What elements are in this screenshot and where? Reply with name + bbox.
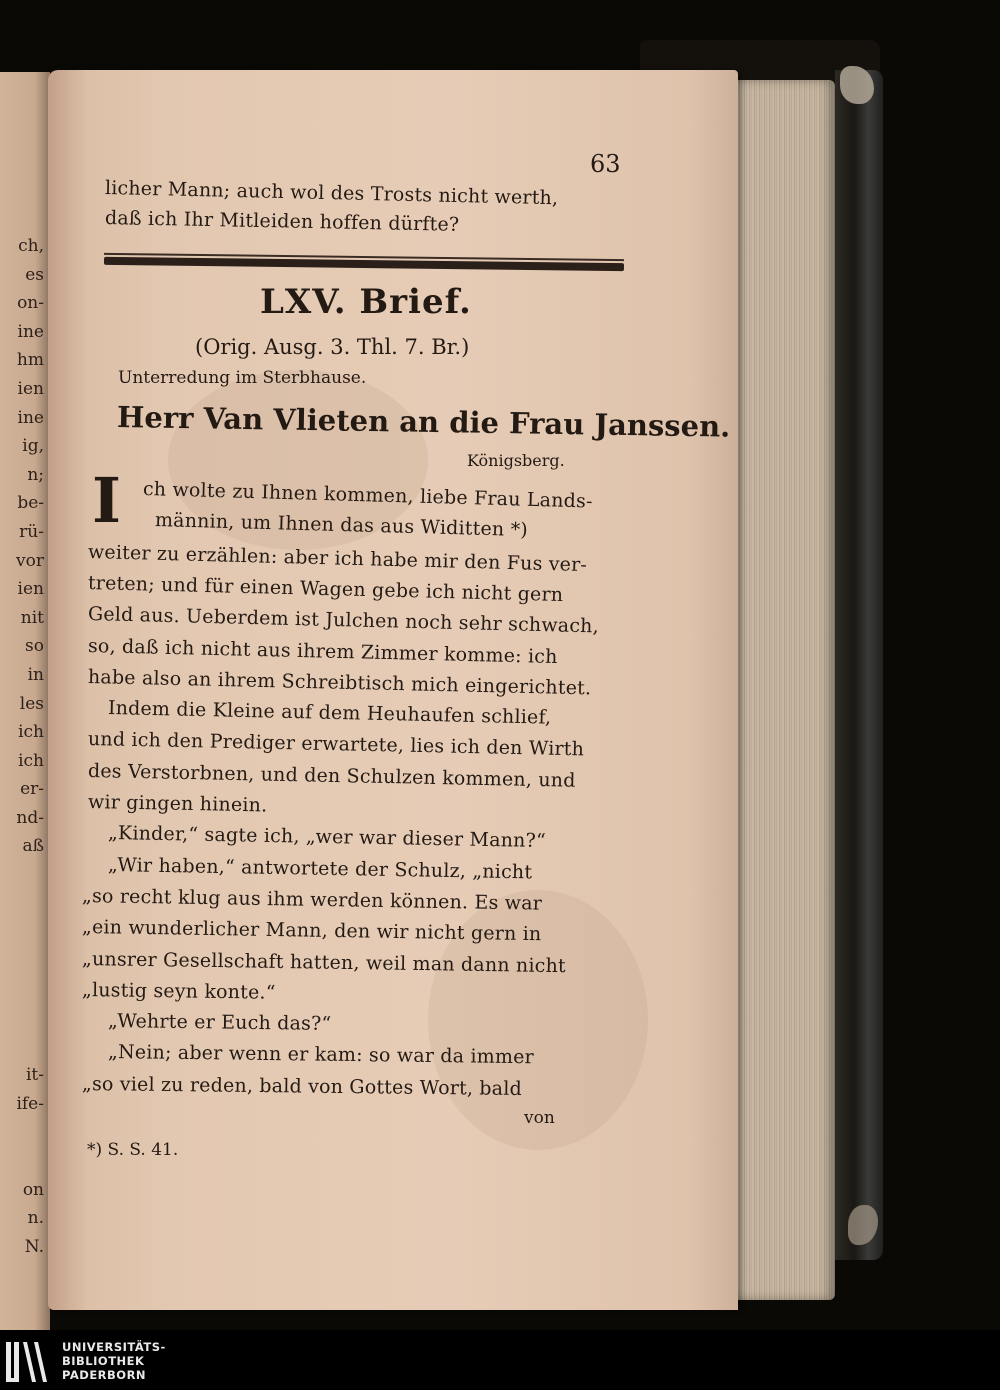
gutter-fragment <box>0 1147 44 1176</box>
logo-line-1: UNIVERSITÄTS- <box>62 1340 166 1354</box>
book-cover-edge <box>835 70 883 1260</box>
gutter-fragment: rü- <box>19 521 44 542</box>
text-line-top-2: daß ich Ihr Mitleiden hoffen dürfte? <box>104 207 460 236</box>
page-number: 63 <box>590 150 621 178</box>
text-line: „so viel zu reden, bald von Gottes Wort, bald <box>81 1072 523 1100</box>
letter-place: Königsberg. <box>467 451 565 470</box>
text-line: des Verstorbnen, und den Schulzen kommen, und <box>87 759 576 792</box>
text-line: so, daß ich nicht aus ihrem Zimmer komme: ich <box>87 634 558 668</box>
text-line: „Kinder,“ sagte ich, „wer war dieser Mann?“ <box>107 822 547 853</box>
gutter-fragment: aß <box>22 836 44 857</box>
letter-summary: Unterredung im Sterbhause. <box>118 368 367 388</box>
drop-cap: I <box>92 464 122 537</box>
text-line: männin, um Ihnen das aus Widitten *) <box>154 509 529 542</box>
gutter-fragment: nd- <box>16 807 44 828</box>
gutter-fragment: on <box>22 1179 44 1200</box>
logo-line-2: BIBLIOTHEK <box>62 1354 145 1368</box>
text-line: „Wir haben,“ antwortete der Schulz, „nicht <box>107 853 533 883</box>
gutter-fragment: ich <box>18 750 44 771</box>
text-line: „ein wunderlicher Mann, den wir nicht gern in <box>81 916 542 946</box>
gutter-fragment: ich <box>18 722 44 743</box>
gutter-fragment: es <box>25 264 44 285</box>
text-line: ch wolte zu Ihnen kommen, liebe Frau Lands- <box>142 478 593 513</box>
gutter-fragment: ine <box>17 321 44 342</box>
text-line: „Wehrte er Euch das?“ <box>107 1010 332 1036</box>
gutter-fragment: be- <box>17 493 44 514</box>
gutter-fragment: ife- <box>16 1093 44 1114</box>
text-line: „lustig seyn konte.“ <box>81 978 276 1004</box>
gutter-fragment: n. <box>27 1208 44 1229</box>
text-line: „so recht klug aus ihm werden können. Es war <box>81 884 543 915</box>
gutter-fragment: on- <box>17 293 44 314</box>
footnote: *) S. S. 41. <box>87 1140 179 1160</box>
text-line: Indem die Kleine auf dem Heuhaufen schlief, <box>107 697 552 729</box>
gutter-fragment: ig, <box>22 436 44 457</box>
text-line: treten; und für einen Wagen gebe ich nicht gern <box>87 571 564 606</box>
gutter-fragment: ien <box>17 378 44 399</box>
gutter-fragment <box>0 861 44 890</box>
gutter-fragment: it- <box>25 1065 44 1086</box>
gutter-fragment: ine <box>17 407 44 428</box>
gutter-fragment: ch, <box>18 236 44 256</box>
text-line: habe also an ihrem Schreibtisch mich eingerichtet. <box>87 665 592 700</box>
previous-page-sliver <box>0 72 50 1330</box>
library-logo-text <box>62 1340 166 1382</box>
gutter-fragment: n; <box>27 464 44 485</box>
gutter-fragment: er- <box>20 779 44 800</box>
letter-heading: LXV. Brief. <box>260 282 472 322</box>
gutter-fragment: in <box>27 664 44 685</box>
gutter-fragment: so <box>25 636 44 657</box>
gutter-fragment: nit <box>20 607 44 628</box>
text-line-top-1: licher Mann; auch wol des Trosts nicht werth, <box>104 177 559 210</box>
gutter-fragment <box>0 1033 44 1062</box>
gutter-fragment <box>0 975 44 1004</box>
gutter-fragment <box>0 1004 44 1033</box>
gutter-text-fragments <box>0 232 44 1261</box>
text-line: weiter zu erzählen: aber ich habe mir den Fus ver- <box>87 540 588 576</box>
text-line: wir gingen hinein. <box>87 791 268 817</box>
gutter-fragment: ien <box>17 579 44 600</box>
gutter-fragment: vor <box>16 550 44 571</box>
logo-line-3: PADERBORN <box>62 1368 147 1382</box>
gutter-fragment: les <box>19 693 44 714</box>
library-logo-icon <box>4 1338 52 1386</box>
gutter-fragment: hm <box>16 350 44 371</box>
page-fore-edge <box>730 80 835 1300</box>
gutter-fragment <box>0 890 44 919</box>
letter-addressee: Herr Van Vlieten an die Frau Janssen. <box>116 400 731 444</box>
catchword: von <box>524 1108 555 1128</box>
gutter-fragment <box>0 1118 44 1147</box>
gutter-fragment <box>0 947 44 976</box>
edition-reference: (Orig. Ausg. 3. Thl. 7. Br.) <box>195 335 470 359</box>
text-line: „Nein; aber wenn er kam: so war da immer <box>107 1041 535 1069</box>
text-line: und ich den Prediger erwartete, lies ich den Wirth <box>87 728 585 761</box>
text-line: „unsrer Gesellschaft hatten, weil man dann nicht <box>81 947 567 977</box>
gutter-fragment <box>0 918 44 947</box>
gutter-fragment: N. <box>24 1236 44 1257</box>
text-line: Geld aus. Ueberdem ist Julchen noch sehr schwach, <box>87 603 600 638</box>
